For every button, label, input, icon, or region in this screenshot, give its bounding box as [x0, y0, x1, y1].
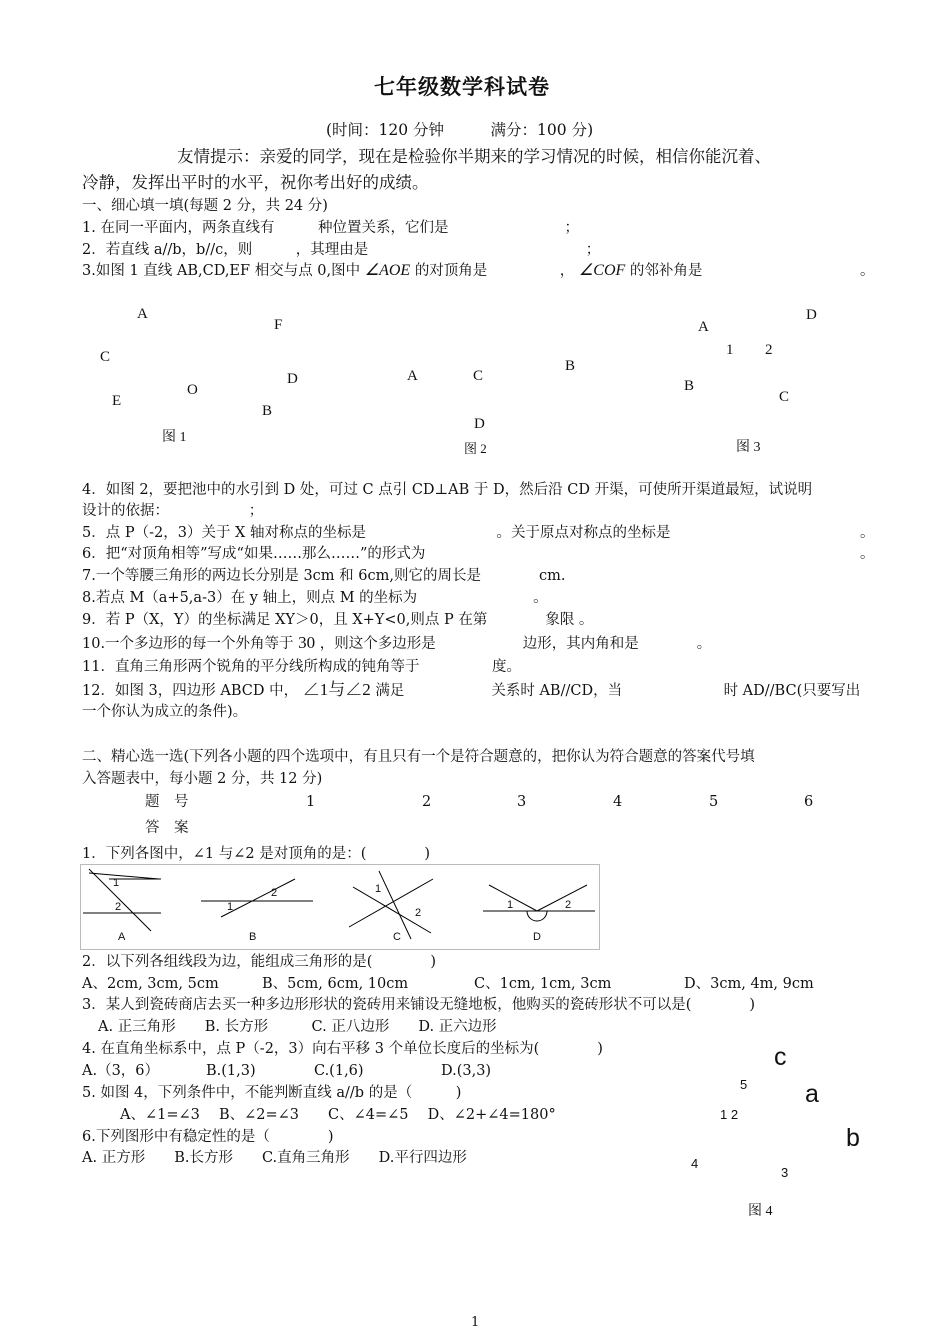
fig3-label-2: 2 [765, 342, 773, 358]
answer-table-col-3: 3 [517, 794, 527, 810]
fig3-label-d: D [806, 307, 817, 323]
page-title: 七年级数学科试卷 [374, 74, 550, 99]
q10-text-b: ，则这个多边形是 边形，其内角和是 。 [319, 636, 712, 652]
fig4-line-b: b [846, 1124, 860, 1152]
s1-question-5: 5．点 P（-2，3）关于 X 轴对称点的坐标是 。关于原点对称点的坐标是 [82, 525, 671, 541]
s1-question-9: 9．若 P（X，Y）的坐标满足 XY＞0，且 X+Y<0,则点 P 在第 象限 。 [82, 612, 594, 628]
fig3-label-1: 1 [726, 342, 734, 358]
s1-question-2: 2．若直线 a//b，b//c，则 ，其理由是 ； [82, 242, 601, 258]
intro-line-1: 友情提示：亲爱的同学，现在是检验你半期来的学习情况的时候，相信你能沉着、 [177, 147, 771, 166]
s1-question-1: 1. 在同一平面内，两条直线有 种位置关系，它们是 ； [82, 220, 579, 236]
fig3-label-c: C [779, 389, 790, 405]
q3-end-mark: 。 [860, 263, 875, 279]
angle-figures-panel [80, 864, 600, 950]
fig-label-d: D [533, 931, 541, 943]
fig1-label-o: O [187, 382, 198, 398]
answer-table-col-2: 2 [422, 794, 432, 810]
q4-option-c: C.(1,6) [314, 1063, 364, 1079]
q4-option-d: D.(3,3) [441, 1063, 492, 1079]
answer-table-row2-label: 答 案 [145, 820, 189, 836]
intro-line-2: 冷静，发挥出平时的水平，祝你考出好的成绩。 [82, 173, 429, 192]
fig4-angle-3: 3 [781, 1165, 789, 1180]
q5-end-mark: 。 [860, 525, 875, 541]
q10-text-a: 10.一个多边形的每一个外角等于 [82, 636, 294, 652]
q3-text-a: 3.如图 1 直线 AB,CD,EF 相交与点 0,图中 [82, 263, 361, 279]
s2-question-5: 5. 如图 4，下列条件中，不能判断直线 a//b 的是（ ) [82, 1085, 462, 1101]
fig4-line-a: a [805, 1080, 819, 1108]
angle-aoe: ∠AOE [364, 262, 411, 279]
s2-question-3: 3．某人到瓷砖商店去买一种多边形形状的瓷砖用来铺设无缝地板，他购买的瓷砖形状不可以是( ) [82, 997, 756, 1013]
fig1-label-e: E [112, 393, 122, 409]
answer-table-col-6: 6 [804, 794, 814, 810]
q12-text-b: 满足 关系时 AB//CD，当 时 AD//BC(只要写出 [375, 683, 861, 699]
q10-number: 30 [298, 633, 316, 652]
fig4-angles-1-2: 1 2 [720, 1107, 739, 1122]
q6-options: A. 正方形 B.长方形 C.直角三角形 D.平行四边形 [82, 1150, 467, 1166]
s1-question-8: 8.若点 M（a+5,a-3）在 y 轴上，则点 M 的坐标为 。 [82, 590, 548, 606]
q3-options: A. 正三角形 B. 长方形 C. 正八边形 D. 正六边形 [98, 1019, 497, 1035]
s1-question-6: 6．把“对顶角相等”写成“如果……那么……”的形式为 [82, 546, 426, 562]
fig4-angle-5: 5 [740, 1077, 748, 1092]
fig-label-c: C [393, 931, 401, 943]
s1-question-4-line1: 4．如图 2，要把池中的水引到 D 处，可过 C 点引 CD⊥AB 于 D，然后沿 CD 开渠，可使所开渠道最短，试说明 [82, 482, 813, 498]
fig1-label-f: F [274, 317, 283, 333]
fig-b-angle-2: 2 [271, 887, 278, 899]
s2-question-2: 2．以下列各组线段为边，能组成三角形的是( ) [82, 954, 437, 970]
answer-table-col-5: 5 [709, 794, 719, 810]
fig2-label-d: D [474, 416, 485, 432]
fig-b-angle-1: 1 [227, 901, 234, 913]
s1-question-7: 7.一个等腰三角形的两边长分别是 3cm 和 6cm,则它的周长是 cm. [82, 568, 566, 584]
s2-question-6: 6.下列图形中有稳定性的是（ ) [82, 1129, 334, 1145]
fig2-label-b: B [565, 358, 576, 374]
s1-question-10 [82, 634, 711, 653]
q3-text-c: 的邻补角是 [629, 263, 703, 279]
s1-question-4-line2: 设计的依据： ； [82, 503, 264, 519]
fig-label-a: A [118, 931, 126, 943]
q5-options: A、∠1=∠3 B、∠2=∠3 C、∠4=∠5 D、∠2+∠4=180° [120, 1107, 556, 1123]
answer-table-col-4: 4 [613, 794, 623, 810]
answer-table-col-1: 1 [306, 794, 316, 810]
fig4-caption: 图 4 [748, 1204, 773, 1219]
fig-d-angle-2: 2 [565, 899, 572, 911]
s1-question-12-line2: 一个你认为成立的条件)。 [82, 704, 248, 720]
s1-question-3 [82, 262, 702, 280]
fig-c-angle-2: 2 [415, 907, 422, 919]
fig1-label-d: D [287, 371, 298, 387]
page-number: 1 [471, 1315, 480, 1330]
q12-angles: ∠1与∠2 [302, 680, 371, 699]
fig3-label-b: B [684, 378, 695, 394]
q4-option-a: A.（3，6） [82, 1063, 160, 1079]
q2-option-b: B、5cm, 6cm, 10cm [262, 976, 409, 992]
fig-c-angle-1: 1 [375, 883, 382, 895]
fig2-label-a: A [407, 368, 418, 384]
q3-text-b: 的对顶角是 ， [414, 263, 575, 279]
answer-table-row1-label: 题 号 [145, 794, 189, 810]
s1-question-11: 11．直角三角形两个锐角的平分线所构成的钝角等于 度。 [82, 659, 521, 675]
s2-question-4: 4. 在直角坐标系中，点 P（-2，3）向右平移 3 个单位长度后的坐标为( ) [82, 1041, 603, 1057]
q2-option-c: C、1cm, 1cm, 3cm [474, 976, 612, 992]
angle-figures-drawing [81, 865, 599, 949]
section2-heading-line1: 二、精心选一选(下列各小题的四个选项中，有且只有一个是符合题意的，把你认为符合题意的答案代号填 [82, 749, 755, 765]
fig-a-angle-2: 2 [115, 901, 122, 913]
fig1-caption: 图 1 [162, 430, 187, 445]
section1-heading: 一、细心填一填(每题 2 分，共 24 分) [82, 198, 328, 214]
fig-d-angle-1: 1 [507, 899, 514, 911]
q6-end-mark: 。 [860, 546, 875, 562]
fig1-label-a: A [137, 306, 148, 322]
s1-question-12 [82, 681, 860, 700]
s2-question-1: 1．下列各图中，∠1 与∠2 是对顶角的是：( ) [82, 846, 431, 862]
fig2-caption: 图 2 [464, 441, 487, 456]
angle-cof: ∠COF [578, 262, 626, 279]
fig4-line-c: c [774, 1043, 787, 1071]
fig-a-angle-1: 1 [113, 877, 120, 889]
q2-option-a: A、2cm, 3cm, 5cm [82, 976, 219, 992]
fig4-angle-4: 4 [691, 1156, 699, 1171]
exam-subtitle: (时间：120 分钟 满分：100 分) [326, 121, 594, 139]
q2-option-d: D、3cm, 4m, 9cm [684, 976, 814, 992]
q4-option-b: B.(1,3) [206, 1063, 256, 1079]
fig1-label-c: C [100, 349, 111, 365]
fig2-label-c: C [473, 368, 484, 384]
fig-label-b: B [249, 931, 257, 943]
section2-heading-line2: 入答题表中，每小题 2 分，共 12 分) [82, 771, 323, 787]
fig3-label-a: A [698, 319, 709, 335]
q12-text-a: 12．如图 3，四边形 ABCD 中， [82, 683, 299, 699]
fig1-label-b: B [262, 403, 273, 419]
fig3-caption: 图 3 [736, 440, 761, 455]
